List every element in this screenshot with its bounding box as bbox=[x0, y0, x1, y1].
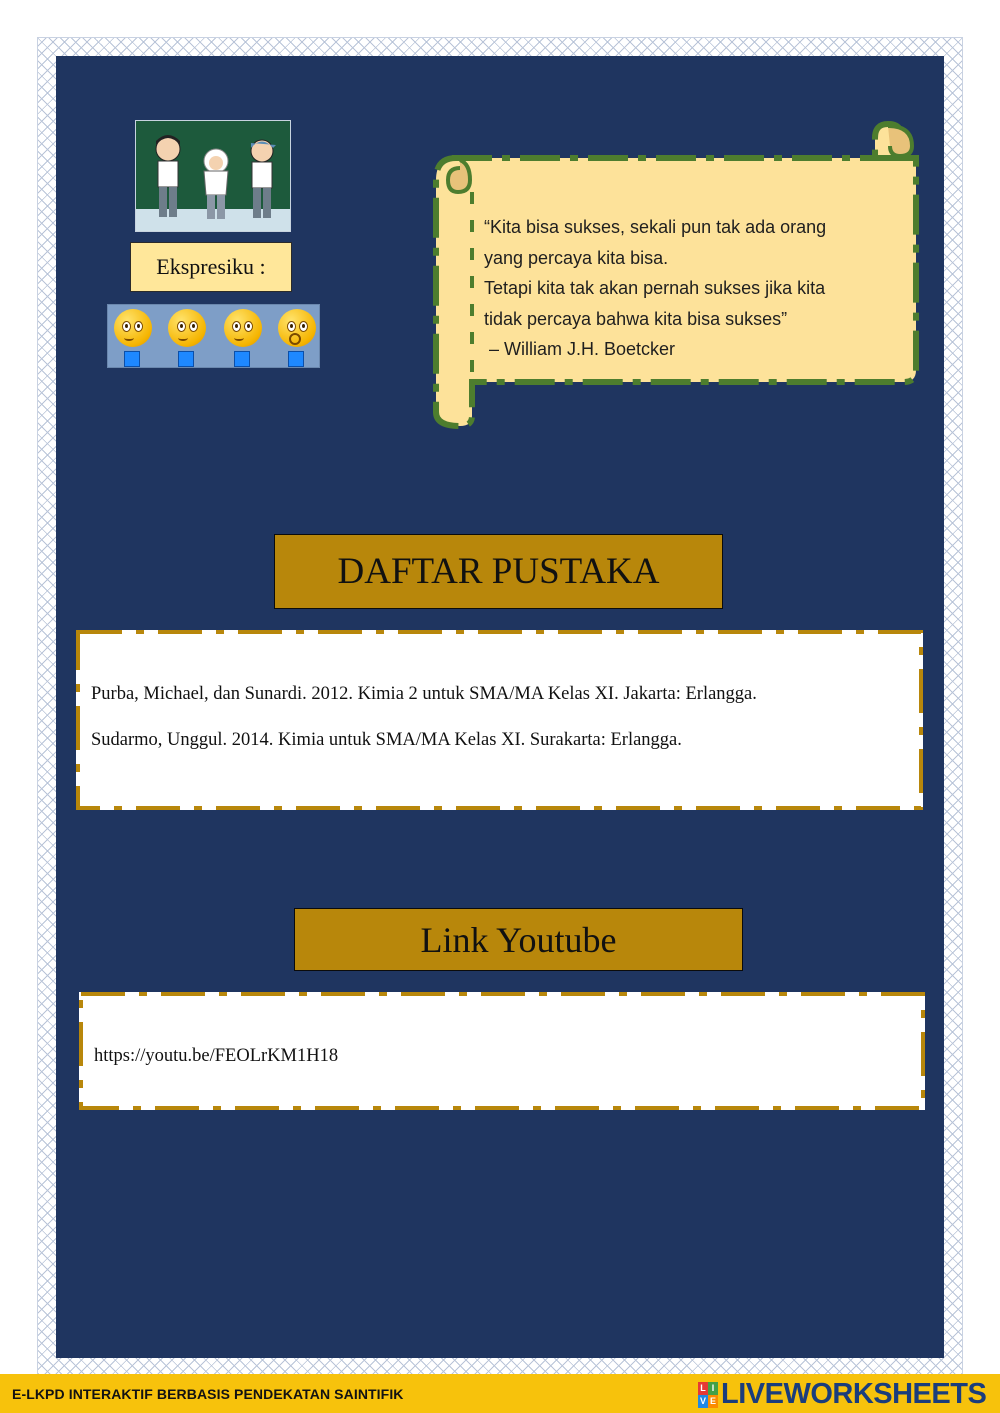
youtube-url-link[interactable]: https://youtu.be/FEOLrKM1H18 bbox=[94, 1046, 339, 1066]
emoji-checkbox[interactable] bbox=[124, 351, 140, 367]
expression-label: Ekspresiku : bbox=[130, 242, 292, 292]
logo-text: LIVEWORKSHEETS bbox=[721, 1378, 987, 1410]
students-illustration bbox=[135, 120, 291, 232]
live-badge-icon bbox=[698, 1382, 718, 1408]
quote-line: Tetapi kita tak akan pernah sukses jika kita bbox=[484, 278, 826, 298]
emoji-checkbox[interactable] bbox=[288, 351, 304, 367]
badge-letter: E bbox=[709, 1396, 716, 1406]
quote-author: – William J.H. Boetcker bbox=[484, 339, 676, 359]
badge-letter: I bbox=[708, 1382, 718, 1395]
emoji-checkbox[interactable] bbox=[178, 351, 194, 367]
thinking-emoji-icon[interactable] bbox=[110, 309, 156, 367]
liveworksheets-logo[interactable] bbox=[698, 1378, 998, 1410]
badge-letter: L bbox=[698, 1382, 708, 1395]
footer-caption: E-LKPD INTERAKTIF BERBASIS PENDEKATAN SAINTIFIK bbox=[12, 1386, 404, 1402]
quote-line: tidak percaya bahwa kita bisa sukses” bbox=[484, 308, 788, 329]
emoji-selector bbox=[107, 304, 320, 368]
link-youtube-heading: Link Youtube bbox=[294, 908, 743, 971]
reference-item: Purba, Michael, dan Sunardi. 2012. Kimia 2 untuk SMA/MA Kelas XI. Jakarta: Erlangga. bbox=[91, 684, 757, 704]
reference-item: Sudarmo, Unggul. 2014. Kimia untuk SMA/MA Kelas XI. Surakarta: Erlangga. bbox=[91, 730, 682, 750]
shocked-emoji-icon[interactable] bbox=[274, 309, 320, 367]
dizzy-emoji-icon[interactable] bbox=[220, 309, 266, 367]
confused-emoji-icon[interactable] bbox=[164, 309, 210, 367]
emoji-checkbox[interactable] bbox=[234, 351, 250, 367]
quote-line: “Kita bisa sukses, sekali pun tak ada orang bbox=[484, 217, 827, 237]
quote-line: yang percaya kita bisa. bbox=[484, 247, 669, 268]
badge-letter: V bbox=[699, 1396, 706, 1406]
daftar-pustaka-heading: DAFTAR PUSTAKA bbox=[274, 534, 723, 609]
motivational-quote bbox=[484, 212, 884, 365]
references-box bbox=[76, 630, 923, 810]
youtube-link-box bbox=[79, 992, 925, 1110]
